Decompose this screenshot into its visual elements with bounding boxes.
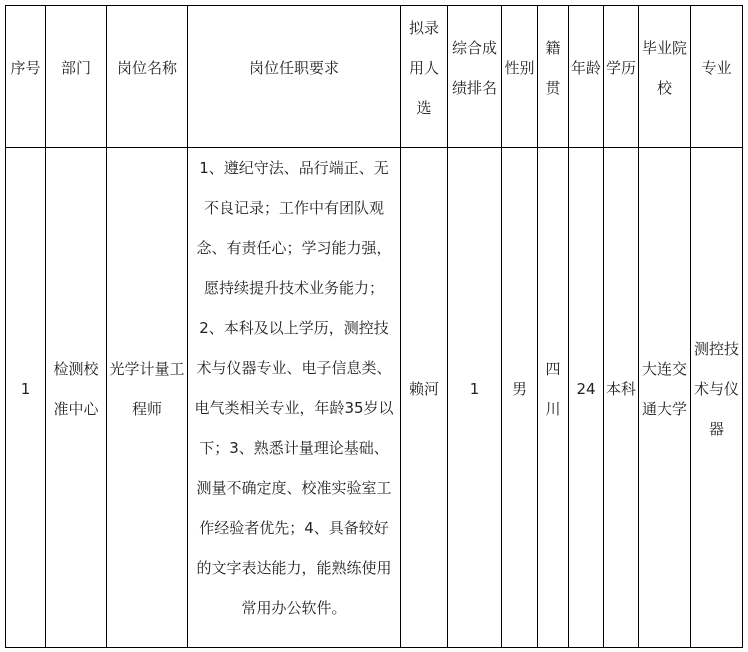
cell-age: 24 bbox=[569, 148, 604, 648]
table-header-row bbox=[6, 6, 743, 148]
cell-native-place: 四 川 bbox=[538, 148, 569, 648]
header-age: 年龄 bbox=[569, 6, 604, 148]
header-index: 序号 bbox=[6, 6, 46, 148]
cell-index: 1 bbox=[6, 148, 46, 648]
cell-school: 大连交 通大学 bbox=[639, 148, 691, 648]
header-native-place: 籍 贯 bbox=[538, 6, 569, 148]
header-department: 部门 bbox=[46, 6, 107, 148]
cell-department: 检测校 准中心 bbox=[46, 148, 107, 648]
cell-gender: 男 bbox=[502, 148, 538, 648]
cell-position: 光学计量工 程师 bbox=[107, 148, 188, 648]
cell-candidate: 赖河 bbox=[401, 148, 448, 648]
cell-requirements: 1、遵纪守法、品行端正、无 不良记录；工作中有团队观 念、有责任心；学习能力强， 愿持续提升技术业务能力； 2、本科及以上学历，测控技 术与仪器专业、电子信息类、 电气类相关专业，年龄35岁以 下；3、熟悉计量理论基础、 测量不确定度、校准实验室工 作经验者优先；4、具备较好 的文字表达能力，能熟练使用 常用办公软件。 bbox=[188, 148, 401, 648]
header-school: 毕业院 校 bbox=[639, 6, 691, 148]
header-candidate: 拟录 用人 选 bbox=[401, 6, 448, 148]
header-rank: 综合成 绩排名 bbox=[448, 6, 502, 148]
header-requirements: 岗位任职要求 bbox=[188, 6, 401, 148]
cell-rank: 1 bbox=[448, 148, 502, 648]
header-education: 学历 bbox=[604, 6, 639, 148]
header-position: 岗位名称 bbox=[107, 6, 188, 148]
table-row bbox=[6, 148, 743, 648]
header-gender: 性别 bbox=[502, 6, 538, 148]
recruitment-table bbox=[5, 5, 743, 648]
header-major: 专业 bbox=[691, 6, 743, 148]
cell-education: 本科 bbox=[604, 148, 639, 648]
cell-major: 测控技 术与仪 器 bbox=[691, 148, 743, 648]
